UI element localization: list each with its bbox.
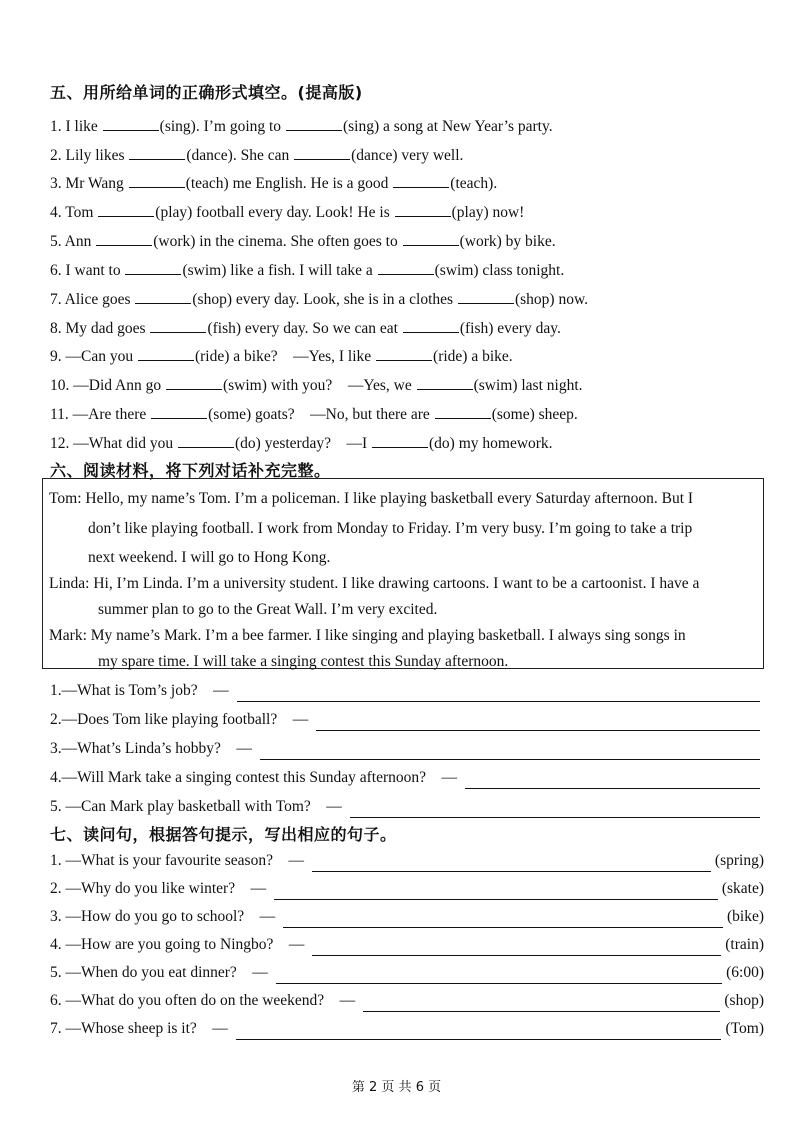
s6-answer-3-line[interactable] [260,743,760,760]
s5-item-6-b: (swim) like a fish. I will take a [182,262,377,279]
s5-item-11-a: 11. —Are there [50,406,151,423]
s5-item-6 [50,258,564,278]
s7-item-6-question: 6. —What do you often do on the weekend? — [50,992,356,1009]
s5-item-7-blank2[interactable] [458,287,514,304]
s7-item-6-hint: (shop) [724,992,764,1009]
s6-question-1-text: 1.—What is Tom’s job? — [50,682,229,699]
s5-item-9-blank2[interactable] [376,344,432,361]
s5-item-4-b: (play) football every day. Look! He is [155,204,394,221]
passage-line-1: Tom: Hello, my name’s Tom. I’m a policeman. I like playing basketball every Saturday afternoon. But I [49,490,694,507]
s5-item-2-blank1[interactable] [129,143,185,160]
s5-item-6-a: 6. I want to [50,262,125,279]
s5-item-2-a: 2. Lily likes [50,147,129,164]
s6-question-2-text: 2.—Does Tom like playing football? — [50,711,309,728]
s6-question-1 [50,680,764,702]
s7-answer-2-line[interactable] [274,883,718,900]
s5-item-9-blank1[interactable] [138,344,194,361]
s7-item-7 [50,1018,764,1040]
s5-item-10-blank1[interactable] [166,373,222,390]
s5-item-6-blank1[interactable] [125,258,181,275]
s5-item-9-b: (ride) a bike? —Yes, I like [194,348,376,365]
s5-item-7 [50,287,588,307]
s5-item-9-c: (ride) a bike. [433,348,513,365]
s5-item-5-b: (work) in the cinema. She often goes to [153,233,402,250]
s5-item-4-c: (play) now! [451,204,525,221]
s7-answer-1-line[interactable] [312,855,711,872]
s7-answer-7-line[interactable] [236,1023,722,1040]
s7-item-3-question: 3. —How do you go to school? — [50,908,276,925]
s5-item-3-b: (teach) me English. He is a good [185,175,393,192]
passage-line-4: Linda: Hi, I’m Linda. I’m a university student. I like drawing cartoons. I want to be a cartoonist. I have a [49,575,700,592]
passage-line-2: don’t like playing football. I work from Monday to Friday. I’m very busy. I’m going to take a trip [88,520,693,537]
section6-title: 六、阅读材料，将下列对话补充完整。 [50,461,331,480]
s7-item-5 [50,962,764,984]
s7-item-4-question: 4. —How are you going to Ningbo? — [50,936,305,953]
s6-question-2 [50,709,764,731]
section7-title: 七、读问句，根据答句提示，写出相应的句子。 [50,825,397,844]
s5-item-8-c: (fish) every day. [459,320,561,337]
s5-item-7-blank1[interactable] [135,287,191,304]
s5-item-5-a: 5. Ann [50,233,96,250]
s5-item-11-blank2[interactable] [435,402,491,419]
s5-item-12-blank1[interactable] [178,431,234,448]
s7-item-2-question: 2. —Why do you like winter? — [50,880,267,897]
s5-item-10-a: 10. —Did Ann go [50,377,165,394]
s6-question-3 [50,738,764,760]
s5-item-7-c: (shop) now. [514,291,589,308]
s7-item-1-question: 1. —What is your favourite season? — [50,852,304,869]
section5-title: 五、用所给单词的正确形式填空。(提高版) [50,83,363,102]
s5-item-2-b: (dance). She can [186,147,294,164]
s7-item-6 [50,990,764,1012]
s5-item-10-b: (swim) with you? —Yes, we [222,377,416,394]
s6-answer-5-line[interactable] [350,801,760,818]
passage-line-3: next weekend. I will go to Hong Kong. [88,549,331,566]
s5-item-11-blank1[interactable] [151,402,207,419]
s5-item-5-c: (work) by bike. [459,233,556,250]
s5-item-1-b: (sing). I’m going to [159,118,285,135]
reading-passage-box [42,478,764,669]
s5-item-8-blank2[interactable] [403,316,459,333]
s5-item-11 [50,402,578,422]
s5-item-1-blank1[interactable] [103,114,159,131]
s7-item-3-hint: (bike) [726,908,764,925]
s7-item-7-question: 7. —Whose sheep is it? — [50,1020,228,1037]
s5-item-3-c: (teach). [450,175,498,192]
s5-item-12-c: (do) my homework. [429,435,553,452]
s5-item-3-a: 3. Mr Wang [50,175,128,192]
s5-item-5 [50,229,556,249]
s5-item-12-blank2[interactable] [372,431,428,448]
s5-item-8-a: 8. My dad goes [50,320,150,337]
s5-item-10-blank2[interactable] [417,373,473,390]
s6-question-4-text: 4.—Will Mark take a singing contest this Sunday afternoon? — [50,769,458,786]
s6-answer-1-line[interactable] [237,685,760,702]
s5-item-8-b: (fish) every day. So we can eat [207,320,402,337]
s7-item-1 [50,850,764,872]
s5-item-3 [50,171,497,191]
s6-answer-4-line[interactable] [465,772,760,789]
page-number-footer: 第 2 页 共 6 页 [351,1080,442,1095]
s5-item-12-a: 12. —What did you [50,435,177,452]
s6-question-3-text: 3.—What’s Linda’s hobby? — [50,740,252,757]
s5-item-12-b: (do) yesterday? —I [235,435,372,452]
s5-item-2-c: (dance) very well. [351,147,464,164]
s7-item-1-hint: (spring) [714,852,764,869]
s5-item-11-c: (some) sheep. [491,406,578,423]
s5-item-10 [50,373,583,393]
s5-item-5-blank1[interactable] [96,229,152,246]
s5-item-9-a: 9. —Can you [50,348,137,365]
s7-answer-6-line[interactable] [363,995,720,1012]
s5-item-3-blank2[interactable] [393,171,449,188]
s7-item-2-hint: (skate) [721,880,764,897]
s5-item-4 [50,200,524,220]
passage-line-7: my spare time. I will take a singing contest this Sunday afternoon. [98,653,509,670]
s7-item-2 [50,878,764,900]
s5-item-4-blank2[interactable] [395,200,451,217]
s5-item-7-b: (shop) every day. Look, she is in a clothes [192,291,457,308]
passage-line-5: summer plan to go to the Great Wall. I’m very excited. [98,601,438,618]
s5-item-2 [50,143,463,163]
s5-item-12 [50,431,553,451]
s5-item-7-a: 7. Alice goes [50,291,135,308]
s5-item-4-blank1[interactable] [98,200,154,217]
s6-question-5-text: 5. —Can Mark play basketball with Tom? — [50,798,342,815]
s7-item-7-hint: (Tom) [725,1020,764,1037]
s6-question-5 [50,796,764,818]
s5-item-11-b: (some) goats? —No, but there are [208,406,434,423]
s7-item-3 [50,906,764,928]
s5-item-4-a: 4. Tom [50,204,98,221]
s7-answer-4-line[interactable] [312,939,721,956]
s7-answer-3-line[interactable] [283,911,723,928]
s5-item-3-blank1[interactable] [129,171,185,188]
s7-item-4-hint: (train) [725,936,764,953]
s5-item-8-blank1[interactable] [150,316,206,333]
s7-item-5-hint: (6:00) [726,964,764,981]
s5-item-6-c: (swim) class tonight. [434,262,565,279]
s5-item-1-a: 1. I like [50,118,102,135]
s5-item-2-blank2[interactable] [294,143,350,160]
s7-item-4 [50,934,764,956]
s7-item-5-question: 5. —When do you eat dinner? — [50,964,268,981]
s5-item-8 [50,316,561,336]
s5-item-9 [50,344,513,364]
passage-line-6: Mark: My name’s Mark. I’m a bee farmer. I like singing and playing basketball. I always sing songs in [49,627,686,644]
s6-question-4 [50,767,764,789]
s5-item-1-c: (sing) a song at New Year’s party. [342,118,553,135]
s5-item-1 [50,114,553,134]
s5-item-5-blank2[interactable] [403,229,459,246]
s6-answer-2-line[interactable] [316,714,760,731]
s5-item-10-c: (swim) last night. [473,377,583,394]
s5-item-1-blank2[interactable] [286,114,342,131]
s7-answer-5-line[interactable] [276,967,722,984]
s5-item-6-blank2[interactable] [378,258,434,275]
